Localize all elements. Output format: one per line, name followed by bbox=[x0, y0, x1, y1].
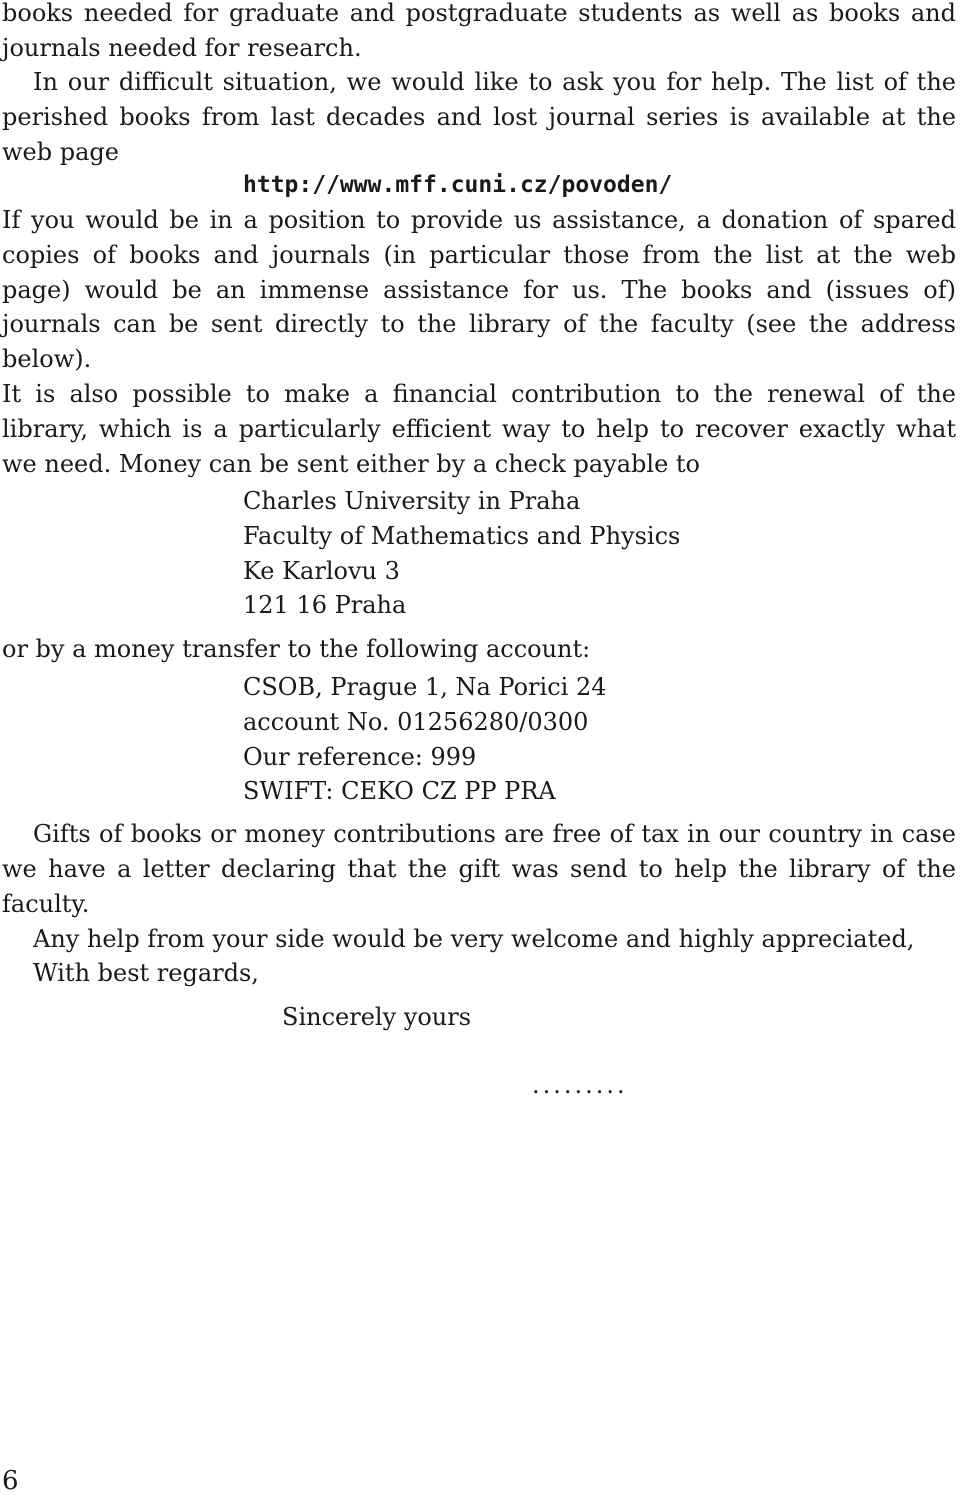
page-number: 6 bbox=[2, 1466, 19, 1496]
paragraph-request-help: In our difficult situation, we would like to ask you for help. The list of the perished books from last decades and lost journal series is available at the web page bbox=[2, 68, 956, 166]
paragraph-appreciation: Any help from your side would be very welcome and highly appreciated, bbox=[33, 925, 915, 953]
signature-placeholder: ......... bbox=[532, 1071, 628, 1099]
paragraph-donation-request: If you would be in a position to provide us assistance, a donation of spared copies of books and journals (in particular those from the list at the web page) would be an immense assistance for us. The books and (issues of) journals can be sent directly to the library of the faculty (see the address below). bbox=[2, 206, 956, 374]
bank-line: SWIFT: CEKO CZ PP PRA bbox=[243, 777, 556, 806]
address-line: 121 16 Praha bbox=[243, 591, 407, 620]
bank-line: CSOB, Prague 1, Na Porici 24 bbox=[243, 673, 607, 701]
paragraph-financial-contribution: It is also possible to make a financial contribution to the renewal of the library, which is a particularly efficient way to help to recover exactly what we need. Money can be sent either by a check payable to bbox=[2, 380, 956, 478]
bank-line: Our reference: 999 bbox=[243, 742, 477, 771]
paragraph-research-needs: books needed for graduate and postgraduate students as well as books and journals needed for research. bbox=[2, 0, 956, 62]
paragraph-money-transfer: or by a money transfer to the following account: bbox=[2, 635, 591, 663]
address-line: Charles University in Praha bbox=[243, 487, 581, 515]
closing-sincerely: Sincerely yours bbox=[282, 1003, 472, 1031]
paragraph-regards: With best regards, bbox=[33, 959, 259, 987]
povoden-url-link[interactable]: http://www.mff.cuni.cz/povoden/ bbox=[243, 172, 673, 198]
bank-account-block bbox=[243, 670, 606, 809]
address-line: Faculty of Mathematics and Physics bbox=[243, 521, 681, 550]
check-address-block bbox=[243, 484, 680, 623]
address-line: Ke Karlovu 3 bbox=[243, 556, 400, 585]
bank-line: account No. 01256280/0300 bbox=[243, 707, 589, 736]
paragraph-tax-info: Gifts of books or money contributions are free of tax in our country in case we have a letter declaring that the gift was send to help the library of the faculty. bbox=[2, 820, 956, 918]
